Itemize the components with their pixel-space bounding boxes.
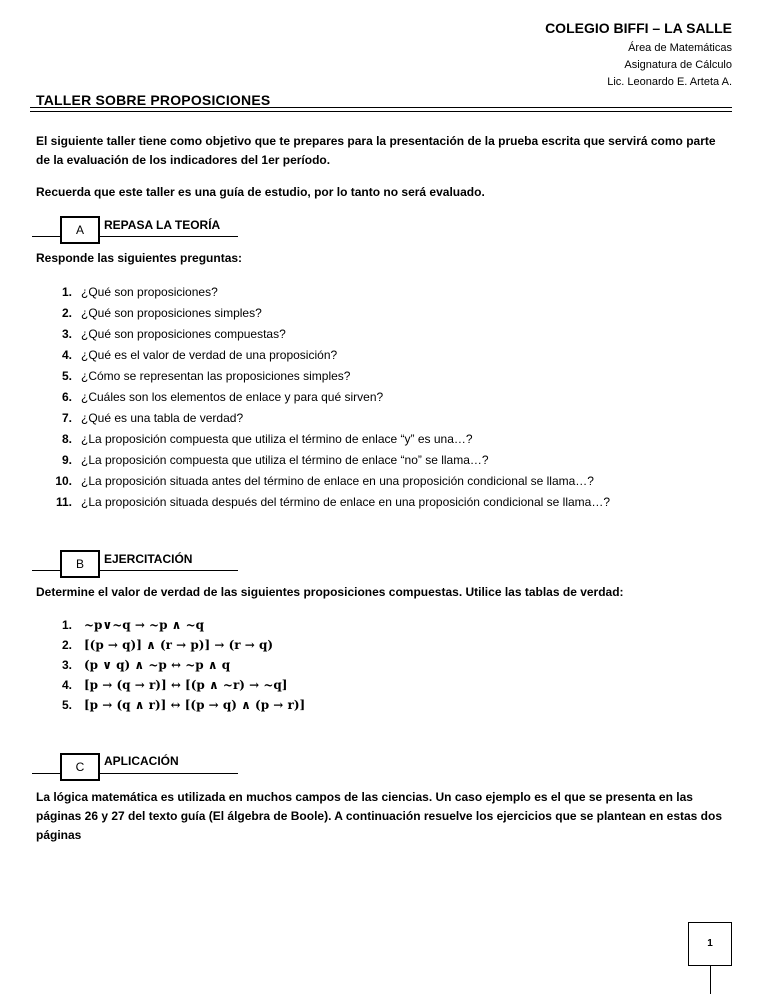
question-text: ¿Qué son proposiciones compuestas? xyxy=(81,327,286,341)
question-text: ¿Qué son proposiciones simples? xyxy=(81,306,262,320)
section-b-badge: B xyxy=(60,550,100,578)
question-number: 9. xyxy=(61,453,72,467)
question-text: ¿La proposición compuesta que utiliza el término de enlace “y” es una…? xyxy=(81,432,473,446)
question-number: 4. xyxy=(61,348,72,362)
document-title: TALLER SOBRE PROPOSICIONES xyxy=(36,92,271,108)
reminder-paragraph: Recuerda que este taller es una guía de estudio, por lo tanto no será evaluado. xyxy=(36,185,485,199)
question-text: ¿Cómo se representan las proposiciones simples? xyxy=(81,369,351,383)
area-line: Área de Matemáticas xyxy=(628,42,732,54)
question-number: 6. xyxy=(61,390,72,404)
question-number: 1. xyxy=(61,285,72,299)
section-c-title: APLICACIÓN xyxy=(104,754,179,768)
question-text: ¿Qué son proposiciones? xyxy=(81,285,218,299)
section-c-badge: C xyxy=(60,753,100,781)
question-text: ¿Qué es el valor de verdad de una proposición? xyxy=(81,348,338,362)
question-number: 11. xyxy=(55,495,72,509)
exercise-formula: (p ∨ q) ∧ ~p ↔ ~p ∧ q xyxy=(84,658,231,672)
section-a-title: REPASA LA TEORÍA xyxy=(104,218,221,232)
exercise-number: 3. xyxy=(61,658,72,672)
section-a-badge: A xyxy=(60,216,100,244)
school-name: COLEGIO BIFFI – LA SALLE xyxy=(545,20,732,36)
exercise-formula: ~p∨~q → ~p ∧ ~q xyxy=(84,618,205,632)
question-text: ¿La proposición compuesta que utiliza el término de enlace “no” se llama…? xyxy=(81,453,489,467)
question-number: 5. xyxy=(61,369,72,383)
exercise-number: 5. xyxy=(61,698,72,712)
exercise-number: 1. xyxy=(61,618,72,632)
question-number: 8. xyxy=(61,432,72,446)
question-text: ¿La proposición situada antes del término de enlace en una proposición condicional se llama…? xyxy=(81,474,594,488)
question-text: ¿Cuáles son los elementos de enlace y para qué sirven? xyxy=(81,390,384,404)
title-rule-bottom xyxy=(30,111,732,112)
exercise-formula: [p → (q ∧ r)] ↔ [(p → q) ∧ (p → r)] xyxy=(84,698,306,712)
exercise-formula: [(p → q)] ∧ (r → p)] → (r → q) xyxy=(84,638,274,652)
page-number-stem xyxy=(710,965,711,994)
question-number: 7. xyxy=(61,411,72,425)
subject-line: Asignatura de Cálculo xyxy=(624,59,732,71)
section-a-instruction: Responde las siguientes preguntas: xyxy=(36,251,243,265)
page-number: 1 xyxy=(688,922,732,966)
exercise-formula: [p → (q → r)] ↔ [(p ∧ ~r) → ~q] xyxy=(84,678,288,692)
exercise-number: 2. xyxy=(61,638,72,652)
section-b-instruction: Determine el valor de verdad de las siguientes proposiciones compuestas. Utilice las tablas de verdad: xyxy=(36,585,624,599)
question-text: ¿La proposición situada después del término de enlace en una proposición condicional se llama…? xyxy=(81,495,610,509)
question-number: 2. xyxy=(61,306,72,320)
question-number: 3. xyxy=(61,327,72,341)
section-c-paragraph: La lógica matemática es utilizada en muchos campos de las ciencias. Un caso ejemplo es el que se presenta en las páginas 26 y 27 del texto guía (El álgebra de Boole). A continuación resuelve los ejercicios que se plantean en estas dos páginas xyxy=(36,790,722,842)
teacher-line: Lic. Leonardo E. Arteta A. xyxy=(607,76,732,88)
intro-paragraph: El siguiente taller tiene como objetivo que te prepares para la presentación de la prueba escrita que servirá como parte de la evaluación de los indicadores del 1er período. xyxy=(36,134,716,167)
question-number: 10. xyxy=(55,474,72,488)
exercise-number: 4. xyxy=(61,678,72,692)
section-b-title: EJERCITACIÓN xyxy=(104,552,193,566)
title-rule-top xyxy=(30,107,732,108)
question-text: ¿Qué es una tabla de verdad? xyxy=(81,411,244,425)
